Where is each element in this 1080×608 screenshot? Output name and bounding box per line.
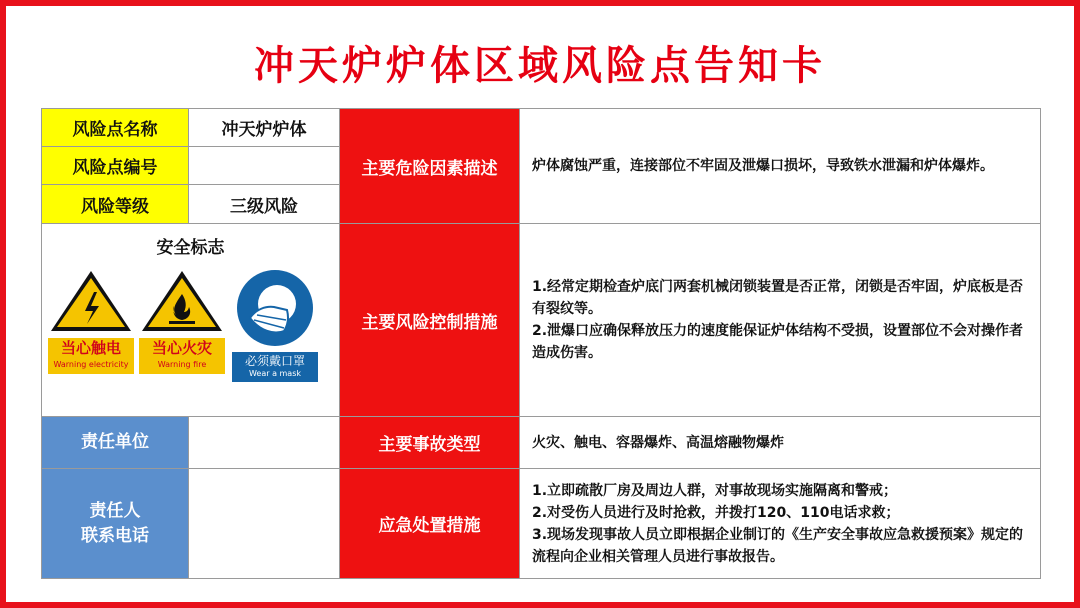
sign-mask [232,268,318,378]
emergency-item: 1.立即疏散厂房及周边人群，对事故现场实施隔离和警戒； [532,482,898,499]
sign-fire-cn: 当心火灾 [151,339,212,357]
electric-shock-warning-icon [48,268,134,334]
risk-name-label: 风险点名称 [42,109,189,147]
fire-warning-icon [139,268,225,334]
control-label: 主要风险控制措施 [340,224,520,417]
responsible-person-value [189,469,340,579]
safety-signs-section [42,224,340,417]
card-title: 冲天炉炉体区域风险点告知卡 [254,43,826,89]
risk-level-value: 三级风险 [189,185,340,224]
sign-fire [139,268,225,378]
risk-code-value [189,147,340,185]
safety-signs-row [42,268,339,388]
risk-level-label: 风险等级 [42,185,189,224]
responsible-unit-value [189,417,340,469]
control-text [520,224,1041,417]
risk-code-label: 风险点编号 [42,147,189,185]
sign-electricity-cn: 当心触电 [60,339,121,357]
emergency-text [520,469,1041,579]
hazard-text: 炉体腐蚀严重，连接部位不牢固及泄爆口损坏，导致铁水泄漏和炉体爆炸。 [520,109,1041,224]
responsible-person-line2: 联系电话 [81,525,149,546]
sign-mask-en: Wear a mask [248,369,302,378]
accident-text: 火灾、触电、容器爆炸、高温熔融物爆炸 [520,417,1041,469]
emergency-label: 应急处置措施 [340,469,520,579]
sign-mask-cn: 必须戴口罩 [244,354,305,368]
responsible-unit-label: 责任单位 [42,417,189,469]
sign-electricity [48,268,134,378]
responsible-person-line1: 责任人 [89,500,141,521]
responsible-person-label [42,469,189,579]
accident-label: 主要事故类型 [340,417,520,469]
wear-mask-icon [232,268,318,348]
risk-card-table [41,108,1041,579]
emergency-item: 3.现场发现事故人员立即根据企业制订的《生产安全事故应急救援预案》规定的流程向企业相关管理人员进行事故报告。 [532,526,1024,565]
safety-signs-title: 安全标志 [156,238,225,258]
hazard-label: 主要危险因素描述 [340,109,520,224]
sign-electricity-en: Warning electricity [53,360,129,369]
control-item: 2.泄爆口应确保释放压力的速度能保证炉体结构不受损，设置部位不会对操作者造成伤害。 [532,323,1024,361]
sign-fire-en: Warning fire [157,360,207,369]
risk-name-value: 冲天炉炉体 [189,109,340,147]
emergency-item: 2.对受伤人员进行及时抢救，并拨打120、110电话求救； [532,504,900,521]
control-item: 1.经常定期检查炉底门两套机械闭锁装置是否正常，闭锁是否牢固，炉底板是否有裂纹等。 [532,279,1024,317]
